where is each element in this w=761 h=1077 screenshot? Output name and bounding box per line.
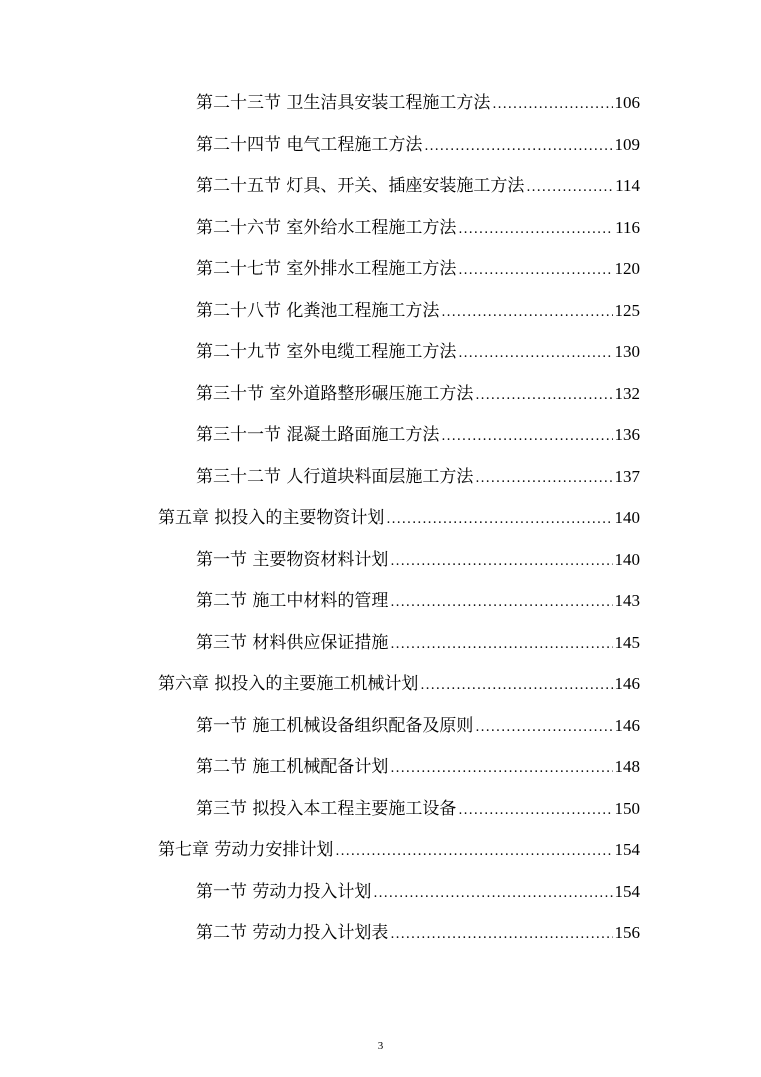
toc-entry-page: 130 — [614, 342, 640, 361]
toc-entry-page: 106 — [614, 93, 640, 112]
toc-entry[interactable] — [196, 466, 640, 488]
toc-entry-page: 109 — [614, 134, 640, 154]
toc-entry-page: 116 — [615, 217, 640, 237]
dot-leader — [424, 136, 612, 158]
page-number: 3 — [377, 1040, 384, 1052]
toc-entry[interactable] — [196, 134, 640, 156]
toc-entry[interactable] — [196, 756, 640, 778]
toc-entry[interactable] — [196, 92, 640, 114]
toc-entry[interactable] — [196, 258, 640, 280]
toc-entry[interactable] — [196, 217, 640, 239]
toc-entry-title: 第一节 劳动力投入计划 — [196, 881, 372, 902]
dot-leader — [390, 634, 612, 656]
dot-leader — [390, 924, 612, 946]
toc-entry-page: 140 — [614, 549, 640, 569]
toc-entry[interactable] — [196, 383, 640, 405]
toc-entry-page: 140 — [614, 508, 640, 527]
toc-entry[interactable] — [196, 881, 640, 903]
toc-entry-title: 第三节 拟投入本工程主要施工设备 — [196, 798, 457, 819]
toc-entry-title: 第二十三节 卫生洁具安装工程施工方法 — [196, 93, 491, 113]
toc-entry-title: 第二十五节 灯具、开关、插座安装施工方法 — [196, 176, 525, 196]
toc-entry-title: 第三十二节 人行道块料面层施工方法 — [196, 466, 474, 487]
dot-leader — [458, 260, 612, 282]
toc-entry-title: 第二节 施工机械配备计划 — [196, 757, 389, 777]
toc-entry-page: 148 — [614, 757, 640, 776]
toc-entry-page: 145 — [614, 632, 640, 652]
toc-entry-title: 第五章 拟投入的主要物资计划 — [158, 508, 385, 528]
dot-leader — [475, 385, 612, 407]
toc-entry-title: 第二节 施工中材料的管理 — [196, 591, 389, 611]
toc-entry-title: 第一节 主要物资材料计划 — [196, 549, 389, 570]
toc-entry-title: 第六章 拟投入的主要施工机械计划 — [158, 674, 419, 694]
toc-entry[interactable] — [196, 590, 640, 612]
dot-leader — [458, 800, 612, 822]
toc-chapter-entry[interactable] — [158, 839, 640, 861]
toc-entry-title: 第一节 施工机械设备组织配备及原则 — [196, 715, 474, 736]
toc-entry-title: 第三节 材料供应保证措施 — [196, 632, 389, 653]
dot-leader — [441, 302, 612, 324]
toc-entry-title: 第二十八节 化粪池工程施工方法 — [196, 300, 440, 321]
toc-entry[interactable] — [196, 715, 640, 737]
toc-entry[interactable] — [196, 424, 640, 446]
toc-entry-title: 第三十一节 混凝土路面施工方法 — [196, 425, 440, 445]
dot-leader — [441, 426, 612, 448]
toc-entry-page: 154 — [614, 840, 640, 859]
toc-entry-page: 143 — [614, 591, 640, 610]
toc-chapter-entry[interactable] — [158, 673, 640, 695]
toc-entry-title: 第二十七节 室外排水工程施工方法 — [196, 259, 457, 279]
toc-entry-title: 第二十九节 室外电缆工程施工方法 — [196, 342, 457, 362]
dot-leader — [492, 94, 612, 116]
toc-entry[interactable] — [196, 798, 640, 820]
dot-leader — [386, 509, 612, 531]
toc-entry-page: 120 — [614, 259, 640, 278]
dot-leader — [420, 675, 612, 697]
toc-entry-page: 137 — [614, 466, 640, 486]
toc-entry[interactable] — [196, 300, 640, 322]
toc-entry-page: 156 — [614, 923, 640, 942]
toc-entry-page: 114 — [615, 176, 640, 195]
dot-leader — [390, 592, 612, 614]
toc-entry-page: 154 — [614, 881, 640, 901]
toc-entry-page: 136 — [614, 425, 640, 444]
dot-leader — [526, 177, 613, 199]
toc-entry[interactable] — [196, 632, 640, 654]
toc-chapter-entry[interactable] — [158, 507, 640, 529]
toc-entry[interactable] — [196, 922, 640, 944]
dot-leader — [335, 841, 612, 863]
toc-entry-title: 第二十六节 室外给水工程施工方法 — [196, 217, 457, 238]
toc-entry-title: 第二十四节 电气工程施工方法 — [196, 134, 423, 155]
toc-entry-page: 150 — [614, 798, 640, 818]
dot-leader — [373, 883, 612, 905]
dot-leader — [458, 219, 613, 241]
dot-leader — [475, 717, 612, 739]
dot-leader — [390, 758, 612, 780]
dot-leader — [458, 343, 612, 365]
toc-entry[interactable] — [196, 175, 640, 197]
dot-leader — [390, 551, 612, 573]
toc-entry-title: 第七章 劳动力安排计划 — [158, 840, 334, 860]
toc-entry[interactable] — [196, 549, 640, 571]
toc-entry-page: 146 — [614, 674, 640, 693]
toc-entry-title: 第三十节 室外道路整形碾压施工方法 — [196, 383, 474, 404]
toc-entry[interactable] — [196, 341, 640, 363]
toc-entry-page: 146 — [614, 715, 640, 735]
toc-entry-page: 132 — [614, 383, 640, 403]
dot-leader — [475, 468, 612, 490]
toc-entry-page: 125 — [614, 300, 640, 320]
toc-entry-title: 第二节 劳动力投入计划表 — [196, 923, 389, 943]
